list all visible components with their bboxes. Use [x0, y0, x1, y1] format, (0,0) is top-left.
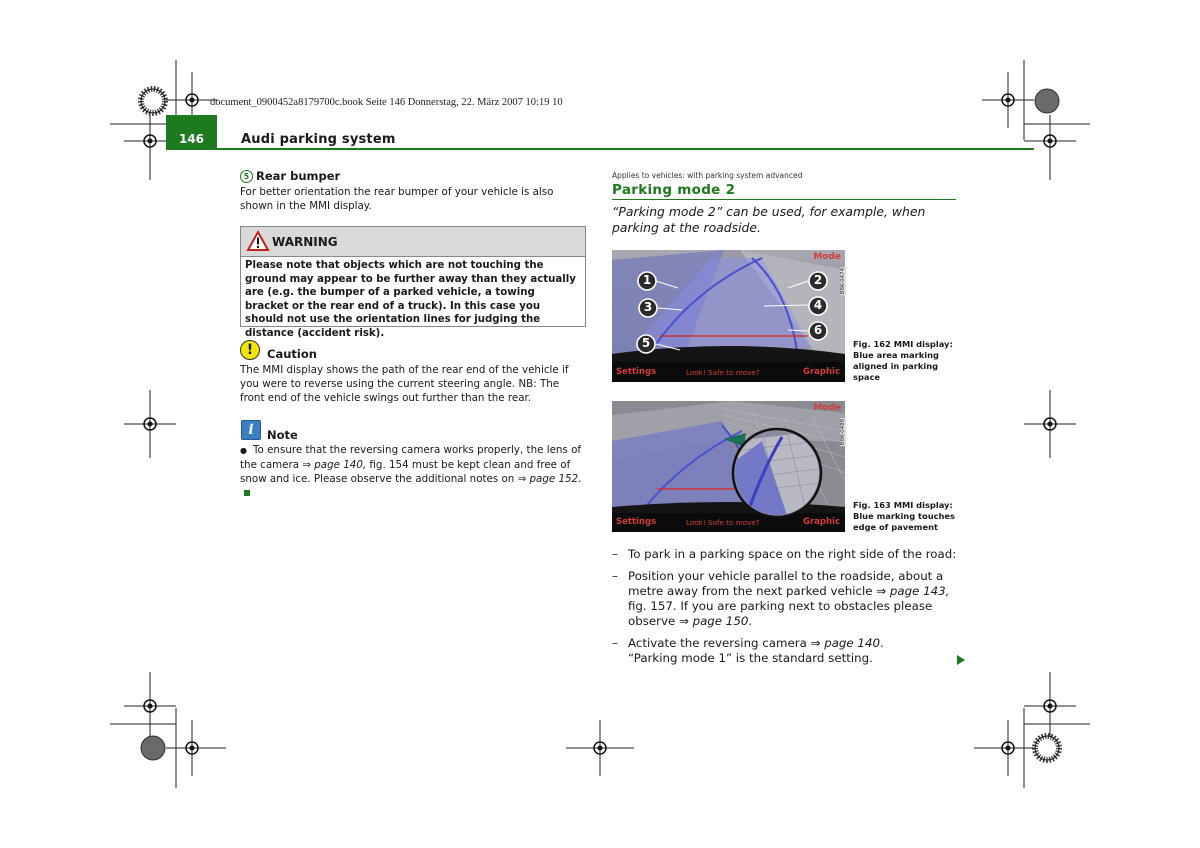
page-number: 146	[178, 132, 205, 146]
section-title: Parking mode 2	[612, 182, 736, 198]
menu-settings: Settings	[616, 367, 657, 377]
caution-text: The MMI display shows the path of the rear end of the vehicle if you were to reverse using the current steering angle. NB: The front end of the vehicle swings out further than the rear.	[240, 364, 569, 404]
caution-icon: !	[240, 340, 260, 360]
step-dash: –	[612, 569, 618, 583]
applies-to-note: Applies to vehicles: with parking system advanced	[612, 171, 803, 180]
callout-3: 3	[643, 300, 653, 314]
continued-arrow-icon	[957, 655, 965, 665]
end-of-section-marker	[244, 490, 250, 496]
step-text: fig. 157. If you are parking next to obstacles please observe ⇒	[628, 599, 933, 628]
note-text-part: To ensure that the reversing camera works properly, the lens of the camera ⇒	[240, 444, 581, 471]
step-item	[612, 636, 957, 666]
step-item	[612, 569, 957, 629]
mode-label: Mode	[813, 252, 841, 262]
callout-5: 5	[641, 336, 651, 350]
figure-code: B8K-0488	[839, 418, 846, 446]
step-text: .	[879, 636, 884, 650]
rear-bumper-title: Rear bumper	[256, 169, 341, 183]
menu-settings: Settings	[616, 517, 657, 527]
section-rule	[612, 199, 956, 200]
note-text-part: fig. 154 must be kept clean and free of snow and ice. Please observe the additional notes on ⇒	[240, 459, 571, 485]
rear-bumper-heading	[240, 169, 585, 183]
header-rule	[166, 148, 1034, 150]
section-intro: “Parking mode 2” can be used, for example, when parking at the roadside.	[612, 204, 926, 235]
figure-code: B8K-0474	[839, 267, 846, 295]
warning-label: WARNING	[272, 235, 338, 249]
note-info-icon: i	[241, 420, 261, 440]
print-slug: document_0900452a8179700c.book Seite 146 Donnerstag, 22. März 2007 10:19 10	[210, 97, 563, 108]
warning-box	[240, 226, 586, 339]
step-text: .	[748, 614, 753, 628]
note-text-part: .	[578, 473, 582, 485]
warning-header	[241, 227, 585, 257]
figure-162-caption: Fig. 162 MMI display: Blue area marking aligned in parking space	[853, 339, 953, 382]
menu-graphic: Graphic	[803, 517, 840, 527]
page-link-140[interactable]: page 140,	[314, 459, 367, 471]
page-number-tab	[166, 115, 217, 149]
figure-163-caption: Fig. 163 MMI display: Blue marking touches edge of pavement	[853, 500, 955, 532]
callout-6: 6	[813, 323, 823, 337]
step-text: To park in a parking space on the right side of the road:	[628, 547, 957, 561]
callout-4: 4	[813, 298, 823, 312]
figure-162-mmi-display	[612, 250, 845, 382]
menu-look-safe: Look! Safe to move?	[686, 368, 760, 377]
warning-triangle-icon	[247, 231, 269, 251]
mmi-display-image	[612, 250, 845, 382]
rear-bumper-text: For better orientation the rear bumper of your vehicle is also shown in the MMI display.	[240, 186, 554, 212]
page-header-title: Audi parking system	[241, 132, 396, 147]
note-text	[240, 443, 586, 500]
figure-163-mmi-display	[612, 401, 845, 532]
step-text: Activate the reversing camera ⇒	[628, 636, 825, 650]
callout-1: 1	[642, 273, 652, 287]
mode-label: Mode	[813, 403, 841, 413]
note-label: Note	[267, 428, 298, 442]
bullet-glyph: ●	[240, 446, 247, 455]
page-link-143[interactable]: page 143,	[889, 584, 950, 598]
menu-look-safe: Look! Safe to move?	[686, 518, 760, 527]
page-link-150[interactable]: page 150	[692, 614, 749, 628]
page-link-152[interactable]: page 152	[529, 473, 579, 485]
step-dash: –	[612, 547, 618, 561]
step-dash: –	[612, 636, 618, 650]
callout-number: 5	[240, 170, 253, 183]
instruction-steps	[612, 547, 957, 673]
step-item	[612, 547, 957, 562]
menu-graphic: Graphic	[803, 367, 840, 377]
step-text: “Parking mode 1” is the standard setting.	[628, 651, 873, 665]
caution-label: Caution	[267, 347, 317, 361]
mmi-display-image	[612, 401, 845, 532]
step-text: Position your vehicle parallel to the roadside, about a metre away from the next parked vehicle ⇒	[628, 569, 944, 598]
page-link-140[interactable]: page 140	[824, 636, 880, 650]
rear-bumper-section	[240, 169, 585, 213]
warning-text: Please note that objects which are not touching the ground may appear to be further away than they actually are (e.g. the bumper of a parked vehicle, a towing bracket or the rear end of a truck). In this case you should not use the orientation lines for judging the distance (accident risk).	[245, 260, 576, 339]
callout-2: 2	[813, 273, 823, 287]
